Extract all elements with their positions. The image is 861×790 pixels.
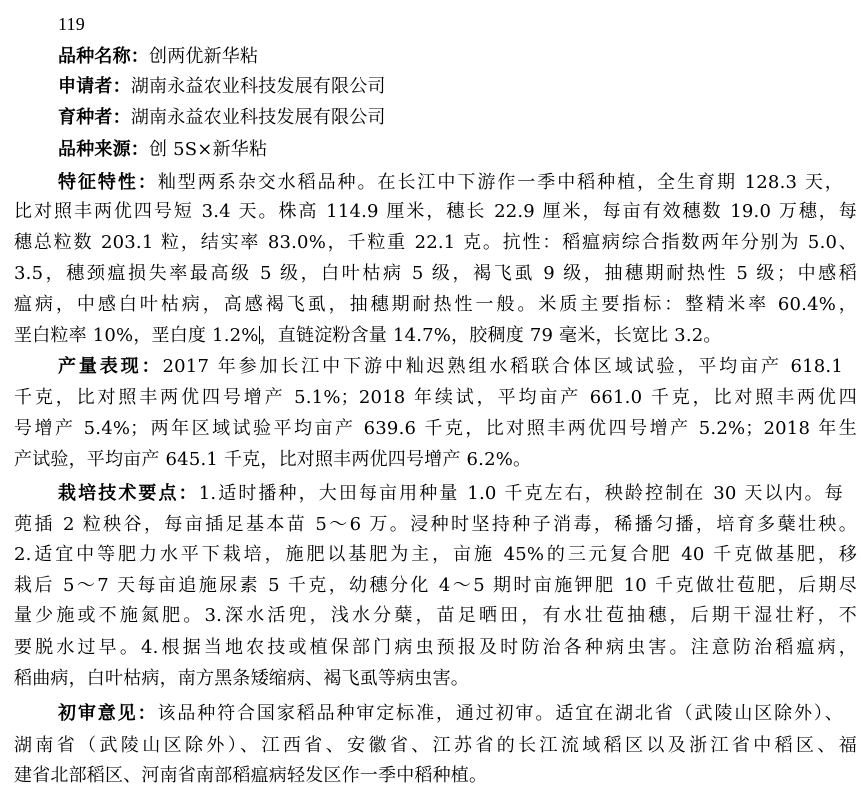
characteristics-label: 特征特性： [58, 172, 158, 193]
cultivation-line-7: 稻曲病，白叶枯病，南方黑条矮缩病、褐飞虱等病虫害。 [14, 668, 469, 689]
variety-name-value: 创两优新华粘 [149, 46, 259, 67]
characteristics-line-2: 比对照丰两优四号短 3.4 天。株高 114.9 厘米，穗长 22.9 厘米，每亩有效穗数 19.0 万穗，每 [14, 201, 857, 222]
characteristics-line-1: 特征特性：籼型两系杂交水稻品种。在长江中下游作一季中稻种植，全生育期 128.3 天， [58, 172, 843, 193]
review-label: 初审意见： [58, 703, 158, 724]
review-line-2: 湖南省（武陵山区除外）、江西省、安徽省、江苏省的长江流域稻区以及浙江省中稻区、福 [14, 735, 857, 756]
cultivation-line-1: 栽培技术要点：1.适时播种，大田每亩用种量 1.0 千克左右，秧龄控制在 30 天以内。每 [58, 483, 843, 504]
source-row [58, 137, 848, 163]
characteristics-line-3: 穗总粒数 203.1 粒，结实率 83.0%，千粒重 22.1 克。抗性：稻瘟病综合指数两年分别为 5.0、 [14, 232, 857, 253]
cultivation-line-4: 栽后 5～7 天每亩追施尿素 5 千克，幼穗分化 4～5 期时亩施钾肥 10 千克做壮苞肥，后期尽 [14, 575, 857, 596]
variety-name-row [58, 44, 848, 70]
yield-line-2: 千克，比对照丰两优四号增产 5.1%；2018 年续试，平均亩产 661.0 千克，比对照丰两优四 [14, 387, 857, 408]
page-number: 119 [58, 14, 85, 34]
yield-line-1: 产量表现：2017 年参加长江中下游中籼迟熟组水稻联合体区域试验，平均亩产 618.1 [58, 356, 844, 377]
breeder-row [58, 105, 848, 131]
characteristics-line-5: 瘟病，中感白叶枯病，高感褐飞虱，抽穗期耐热性一般。米质主要指标：整精米率 60.4%， [14, 294, 857, 315]
yield-line-3: 号增产 5.4%；两年区域试验平均亩产 639.6 千克，比对照丰两优四号增产 5.2%；2018 年生 [14, 418, 857, 439]
review-line-3: 建省北部稻区、河南省南部稻瘟病轻发区作一季中稻种植。 [14, 765, 488, 786]
variety-name-label: 品种名称： [58, 46, 149, 67]
cultivation-line-5: 量少施或不施氮肥。3.深水活兜，浅水分蘖，苗足晒田，有水壮苞抽穗，后期干湿壮籽，不 [14, 605, 857, 626]
cultivation-line-6: 要脱水过早。4.根据当地农技或植保部门病虫预报及时防治各种病虫害。注意防治稻瘟病， [14, 637, 857, 658]
yield-label: 产量表现： [58, 356, 163, 377]
applicant-row [58, 74, 848, 100]
applicant-value: 湖南永益农业科技发展有限公司 [130, 76, 386, 97]
breeder-value: 湖南永益农业科技发展有限公司 [130, 107, 386, 128]
yield-line-4: 产试验，平均亩产 645.1 千克，比对照丰两优四号增产 6.2%。 [14, 449, 532, 470]
cultivation-label: 栽培技术要点： [58, 483, 199, 504]
source-value: 创 5S×新华粘 [149, 139, 268, 160]
review-line-1: 初审意见：该品种符合国家稻品种审定标准，通过初审。适宜在湖北省（武陵山区除外）、 [58, 703, 844, 724]
breeder-label: 育种者： [58, 107, 131, 128]
characteristics-line-6: 垩白粒率 10%，垩白度 1.2%，直链淀粉含量 14.7%，胶稠度 79 毫米，长宽比 3.2。 [14, 325, 722, 346]
source-label: 品种来源： [58, 139, 149, 160]
cultivation-line-2: 蔸插 2 粒秧谷，每亩插足基本苗 5～6 万。浸种时坚持种子消毒，稀播匀播，培育多蘖壮秧。 [14, 514, 857, 535]
applicant-label: 申请者： [58, 76, 131, 97]
characteristics-line-4: 3.5，穗颈瘟损失率最高级 5 级，白叶枯病 5 级，褐飞虱 9 级，抽穗期耐热性 5 级；中感稻 [14, 263, 857, 284]
cultivation-line-3: 2.适宜中等肥力水平下栽培，施肥以基肥为主，亩施 45%的三元复合肥 40 千克做基肥，移 [14, 544, 857, 565]
